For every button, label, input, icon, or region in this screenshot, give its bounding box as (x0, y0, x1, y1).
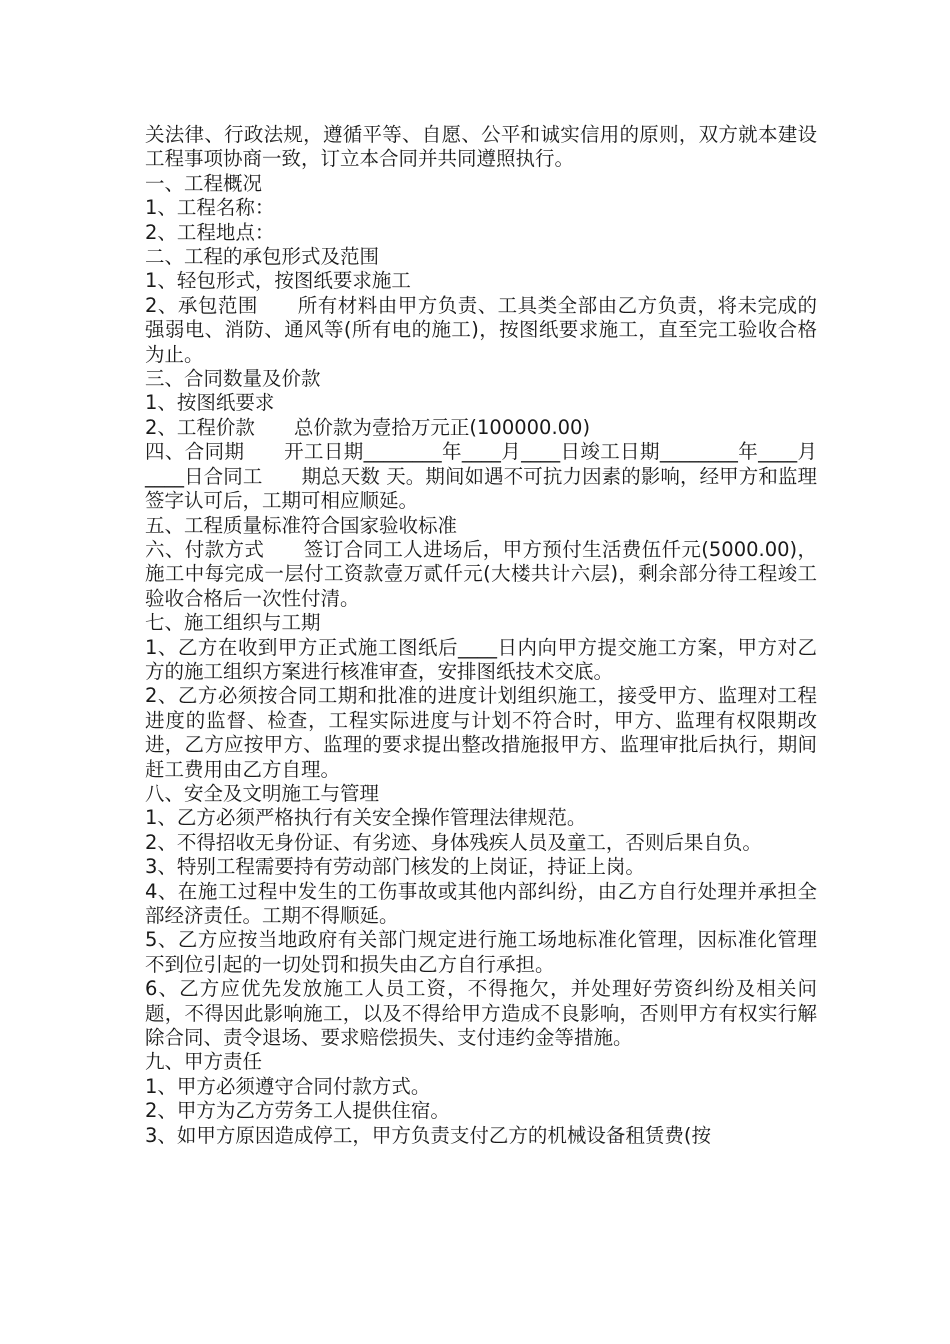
item-contract-form: 1、轻包形式，按图纸要求施工 (145, 269, 411, 293)
heading-payment-method: 六、付款方式 签订合同工人进场后，甲方预付生活费伍仟元(5000.00)，施工中每完成一层付工资款壹万贰仟元(大楼共计六层)，剩余部分待工程竣工验收合格后一次性付清。 (145, 537, 817, 610)
heading-contract-period: 四、合同期 开工日期________年____月____日竣工日期________年____月____日合同工 期总天数 天。期间如遇不可抗力因素的影响，经甲方和监理签字认可后，工期可相应顺延。 (145, 440, 817, 513)
item-project-price: 2、工程价款 总价款为壹拾万元正(100000.00) (145, 415, 591, 439)
document-body (145, 123, 817, 1148)
heading-quantity-price: 三、合同数量及价款 (145, 367, 321, 391)
heading-quality-standard: 五、工程质量标准符合国家验收标准 (145, 513, 458, 537)
item-hiring-rules: 2、不得招收无身份证、有劣迹、身体残疾人员及童工，否则后果自负。 (145, 830, 762, 854)
heading-party-a-responsibility: 九、甲方责任 (145, 1050, 263, 1074)
item-accident-responsibility: 4、在施工过程中发生的工伤事故或其他内部纠纷，由乙方自行处理并承担全部经济责任。工期不得顺延。 (145, 879, 817, 927)
heading-contract-form-scope: 二、工程的承包形式及范围 (145, 245, 380, 269)
item-construction-plan: 1、乙方在收到甲方正式施工图纸后____日内向甲方提交施工方案，甲方对乙方的施工组织方案进行核准审查，安排图纸技术交底。 (145, 635, 817, 683)
item-stoppage-compensation: 3、如甲方原因造成停工，甲方负责支付乙方的机械设备租赁费(按 (145, 1123, 712, 1147)
item-payment-compliance: 1、甲方必须遵守合同付款方式。 (145, 1074, 431, 1098)
item-project-location: 2、工程地点： (145, 220, 275, 244)
item-safety-rules: 1、乙方必须严格执行有关安全操作管理法律规范。 (145, 806, 587, 830)
item-contract-scope: 2、承包范围 所有材料由甲方负责、工具类全部由乙方负责，将未完成的强弱电、消防、通风等(所有电的施工)，按图纸要求施工，直至完工验收合格为止。 (145, 293, 817, 366)
item-accommodation: 2、甲方为乙方劳务工人提供住宿。 (145, 1099, 450, 1123)
paragraph-intro: 关法律、行政法规，遵循平等、自愿、公平和诚实信用的原则，双方就本建设工程事项协商一致，订立本合同并共同遵照执行。 (145, 123, 817, 171)
heading-safety-management: 八、安全及文明施工与管理 (145, 781, 380, 805)
item-schedule-supervision: 2、乙方必须按合同工期和批准的进度计划组织施工，接受甲方、监理对工程进度的监督、检查，工程实际进度与计划不符合时，甲方、监理有权限期改进，乙方应按甲方、监理的要求提出整改措施报甲方、监理审批后执行，期间赶工费用由乙方自理。 (145, 684, 817, 781)
item-certification: 3、特别工程需要持有劳动部门核发的上岗证，持证上岗。 (145, 855, 645, 879)
heading-construction-organization: 七、施工组织与工期 (145, 611, 321, 635)
item-project-name: 1、工程名称： (145, 196, 275, 220)
item-per-drawings: 1、按图纸要求 (145, 391, 275, 415)
heading-project-overview: 一、工程概况 (145, 171, 263, 195)
item-site-standardization: 5、乙方应按当地政府有关部门规定进行施工场地标准化管理，因标准化管理不到位引起的一切处罚和损失由乙方自行承担。 (145, 928, 817, 976)
item-wages: 6、乙方应优先发放施工人员工资，不得拖欠，并处理好劳资纠纷及相关问题，不得因此影响施工，以及不得给甲方造成不良影响，否则甲方有权实行解除合同、责令退场、要求赔偿损失、支付违约金等措施。 (145, 977, 817, 1050)
